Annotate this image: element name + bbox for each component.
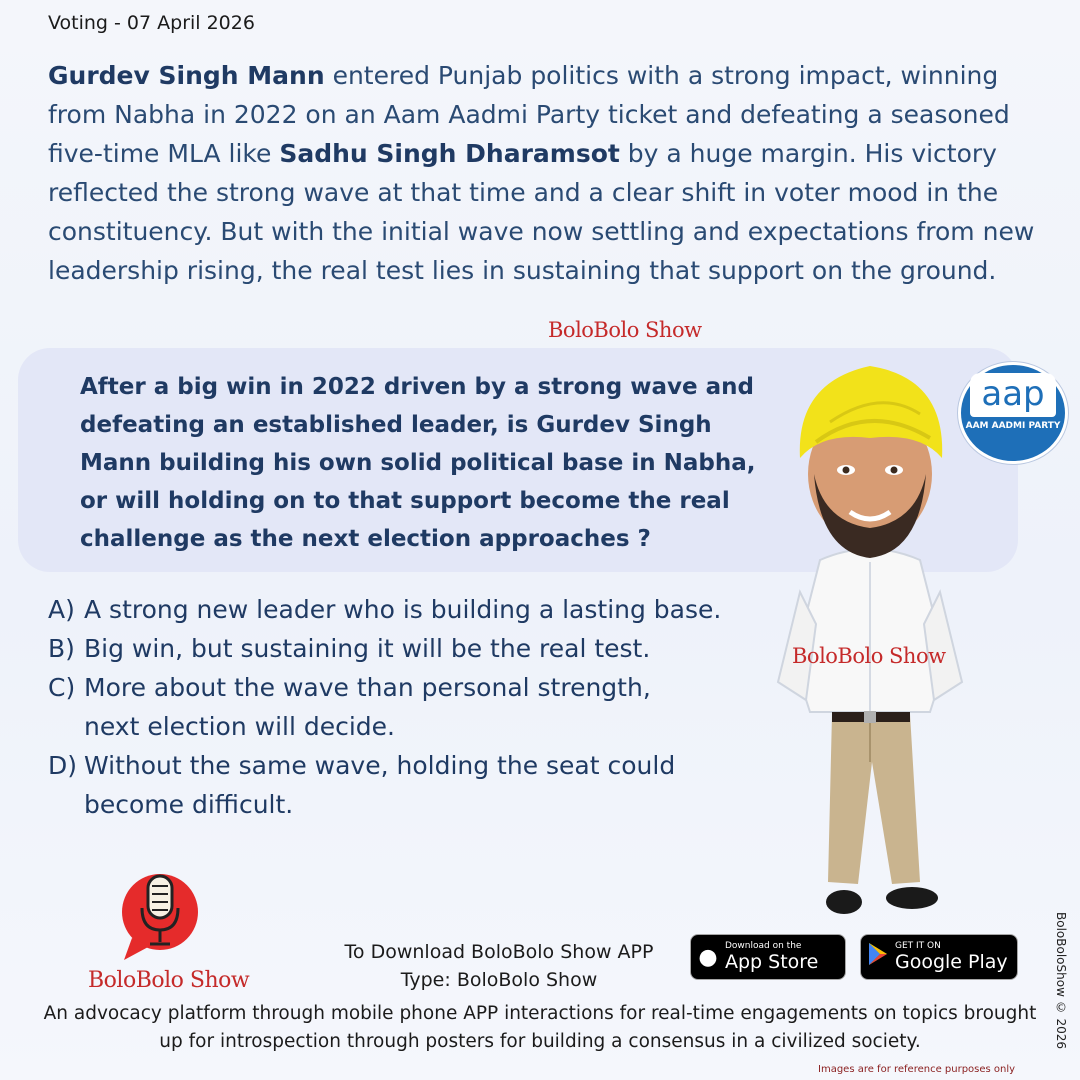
question-text: After a big win in 2022 driven by a strong wave and defeating an established leader, is Gurdev Singh Mann building his own solid political base in Nabha, or will holding on to that support become the real challenge as the next election approaches ?	[80, 374, 756, 552]
candidate-name: Gurdev Singh Mann	[48, 61, 325, 90]
download-instructions	[334, 938, 664, 994]
google-play-button[interactable]: GET IT ON Google Play	[860, 934, 1018, 980]
google-play-icon	[861, 942, 895, 972]
intro-text-2: by a huge margin. His victory reflected the strong wave at that time and a clear shift in voter mood in the constituency. But with the initial wave now settling and expectations from new leadership rising, the real test lies in sustaining that support on the ground.	[48, 139, 1035, 285]
aap-logo-word: aap	[970, 373, 1056, 417]
opponent-name: Sadhu Singh Dharamsot	[279, 139, 620, 168]
download-line-1: To Download BoloBolo Show APP	[344, 941, 654, 963]
app-store-button[interactable]: ● Download on the App Store	[690, 934, 846, 980]
answer-options	[48, 590, 774, 824]
option-b[interactable]: B) Big win, but sustaining it will be the real test.	[48, 634, 651, 663]
option-a[interactable]: A) A strong new leader who is building a lasting base.	[48, 595, 722, 624]
intro-paragraph	[48, 56, 1058, 290]
apple-icon: ●	[698, 944, 718, 970]
option-d[interactable]: D) Without the same wave, holding the seat could become difficult.	[48, 751, 676, 819]
voting-date: Voting - 07 April 2026	[48, 12, 255, 34]
intro-text-1: entered Punjab politics with a strong impact, winning from Nabha in 2022 on an Aam Aadmi Party ticket and defeating a seasoned five-time MLA like	[48, 61, 1010, 168]
option-c[interactable]: C) More about the wave than personal strength, next election will decide.	[48, 673, 651, 741]
image-disclaimer: Images are for reference purposes only	[818, 1064, 1016, 1075]
microphone-logo-icon	[120, 868, 200, 968]
aap-logo-name: AAM AADMI PARTY	[965, 421, 1061, 431]
copyright-notice: BoloBoloShow © 2026	[1054, 912, 1068, 1050]
brand-name: BoloBolo Show	[88, 968, 250, 993]
platform-tagline: An advocacy platform through mobile phone APP interactions for real-time engagements on topics brought up for introspection through posters for building a consensus in a civilized society.	[43, 1003, 1037, 1052]
watermark-figure: BoloBolo Show	[792, 644, 946, 668]
watermark-top: BoloBolo Show	[548, 318, 702, 342]
aap-party-logo	[958, 362, 1068, 464]
download-line-2: Type: BoloBolo Show	[400, 969, 598, 991]
